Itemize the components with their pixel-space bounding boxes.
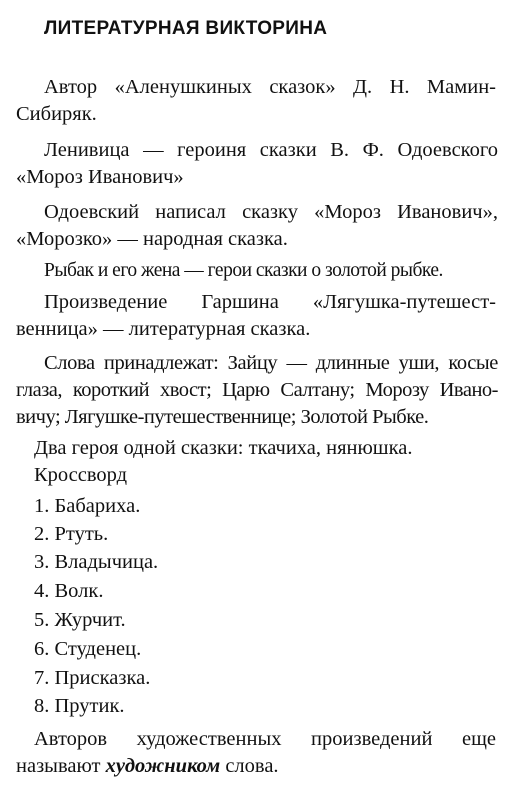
answer-5-line-2: венница» — литературная сказка. [16, 318, 311, 340]
closing-emphasis: художником [105, 755, 221, 777]
crossword-item: 5. Журчит. [34, 609, 126, 631]
answer-7-line-1: Два героя одной сказки: ткачиха, нянюшка. [34, 437, 413, 459]
crossword-heading: Кроссворд [34, 464, 128, 486]
crossword-item: 2. Ртуть. [34, 523, 109, 545]
crossword-item: 4. Волк. [34, 580, 104, 602]
closing-line-2 [16, 753, 279, 779]
answer-5-line-1: Произведение Гаршина «Лягушка-путешест- [44, 291, 496, 313]
crossword-item: 1. Бабариха. [34, 495, 141, 517]
answer-1-line-2: Сибиряк. [16, 103, 97, 125]
answer-2-line-1: Ленивица — героиня сказки В. Ф. Одоевского [44, 139, 498, 161]
closing-line-2-end: слова. [220, 755, 279, 777]
crossword-item: 8. Прутик. [34, 695, 125, 717]
answer-6-line-1: Слова принадлежат: Зайцу — длинные уши, косые [44, 352, 498, 374]
answer-2-line-2: «Мороз Иванович» [16, 166, 184, 188]
crossword-item: 3. Владычица. [34, 551, 159, 573]
crossword-item: 6. Студенец. [34, 638, 142, 660]
answer-6-line-3: вичу; Лягушке-путешественнице; Золотой Рыбке. [16, 406, 429, 428]
answer-3-line-1: Одоевский написал сказку «Мороз Иванович», [44, 201, 498, 223]
crossword-item: 7. Присказка. [34, 667, 151, 689]
answer-4-line-1: Рыбак и его жена — герои сказки о золотой рыбке. [44, 260, 443, 281]
answer-6-line-2: глаза, короткий хвост; Царю Салтану; Морозу Ивано- [16, 379, 498, 401]
closing-line-1: Авторов художественных произведений еще [34, 728, 496, 750]
answer-3-line-2: «Морозко» — народная сказка. [16, 228, 288, 250]
closing-line-2-start: называют [16, 755, 106, 777]
answer-1-line-1: Автор «Аленушкиных сказок» Д. Н. Мамин- [44, 76, 496, 98]
page-title: ЛИТЕРАТУРНАЯ ВИКТОРИНА [44, 18, 328, 39]
